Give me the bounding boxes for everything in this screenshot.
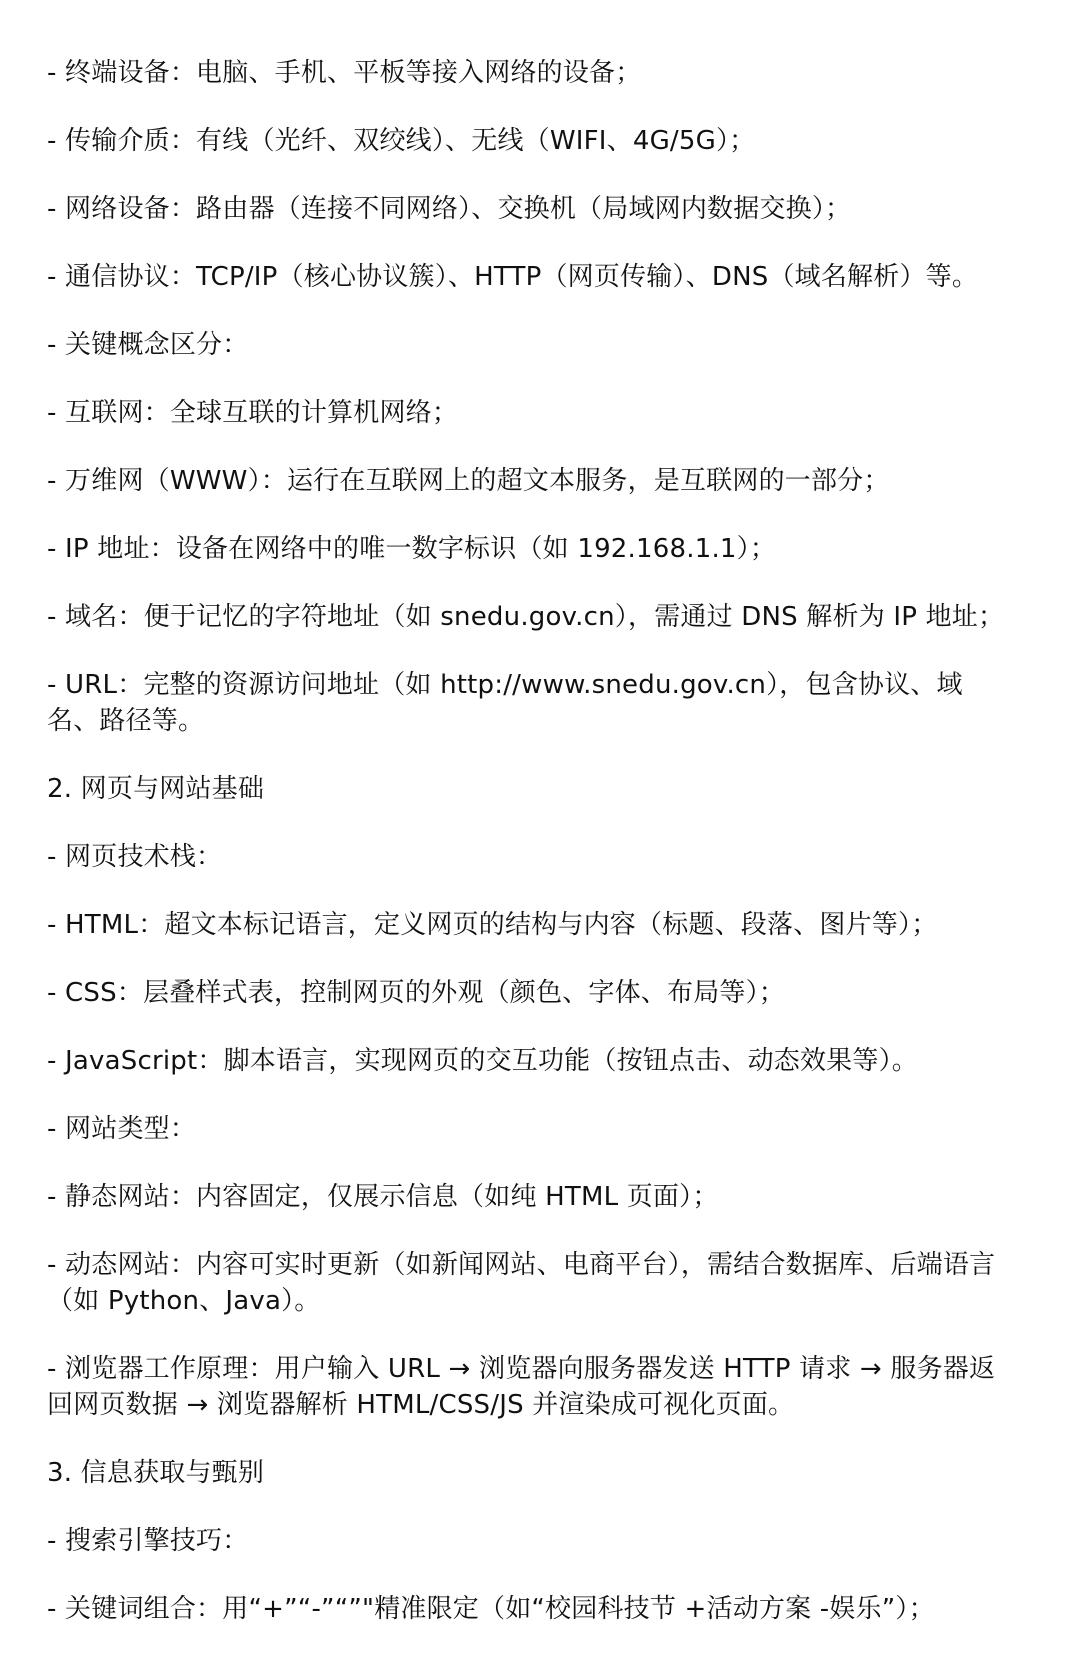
text-line: - 传输介质：有线（光纤、双绞线）、无线（WIFI、4G/5G）；: [47, 126, 756, 156]
text-line: - IP 地址：设备在网络中的唯一数字标识（如 192.168.1.1）；: [47, 534, 777, 564]
text-line: - 域名：便于记忆的字符地址（如 snedu.gov.cn），需通过 DNS 解析为 IP 地址；: [47, 602, 1005, 632]
section-heading: 3. 信息获取与甄别: [47, 1458, 265, 1488]
text-line: - 网页技术栈：: [47, 842, 223, 872]
text-line: - 搜索引擎技巧：: [47, 1526, 249, 1556]
text-line: - URL：完整的资源访问地址（如 http://www.snedu.gov.cn），包含协议、域名、路径等。: [47, 670, 963, 736]
text-line: - 互联网：全球互联的计算机网络；: [47, 398, 459, 428]
text-line: - 关键概念区分：: [47, 330, 249, 360]
text-line: - 浏览器工作原理：用户输入 URL → 浏览器向服务器发送 HTTP 请求 → 服务器返回网页数据 → 浏览器解析 HTML/CSS/JS 并渲染成可视化页面。: [47, 1354, 996, 1420]
text-line: - 静态网站：内容固定，仅展示信息（如纯 HTML 页面）；: [47, 1182, 719, 1212]
text-line: - 终端设备：电脑、手机、平板等接入网络的设备；: [47, 58, 642, 88]
text-line: - 万维网（WWW）：运行在互联网上的超文本服务，是互联网的一部分；: [47, 466, 890, 496]
text-line: - 网络设备：路由器（连接不同网络）、交换机（局域网内数据交换）；: [47, 194, 852, 224]
text-line: - CSS：层叠样式表，控制网页的外观（颜色、字体、布局等）；: [47, 978, 786, 1008]
text-line: - 动态网站：内容可实时更新（如新闻网站、电商平台），需结合数据库、后端语言（如 Python、Java）。: [47, 1250, 996, 1316]
text-line: - 网站类型：: [47, 1114, 197, 1144]
section-heading: 2. 网页与网站基础: [47, 774, 265, 804]
text-line: - HTML：超文本标记语言，定义网页的结构与内容（标题、段落、图片等）；: [47, 910, 938, 940]
text-line: - 通信协议：TCP/IP（核心协议簇）、HTTP（网页传输）、DNS（域名解析）等。: [47, 262, 979, 292]
text-line: - JavaScript：脚本语言，实现网页的交互功能（按钮点击、动态效果等）。: [47, 1046, 918, 1076]
text-line: - 关键词组合：用“+”“-”“”"精准限定（如“校园科技节 +活动方案 -娱乐”）；: [47, 1594, 935, 1624]
